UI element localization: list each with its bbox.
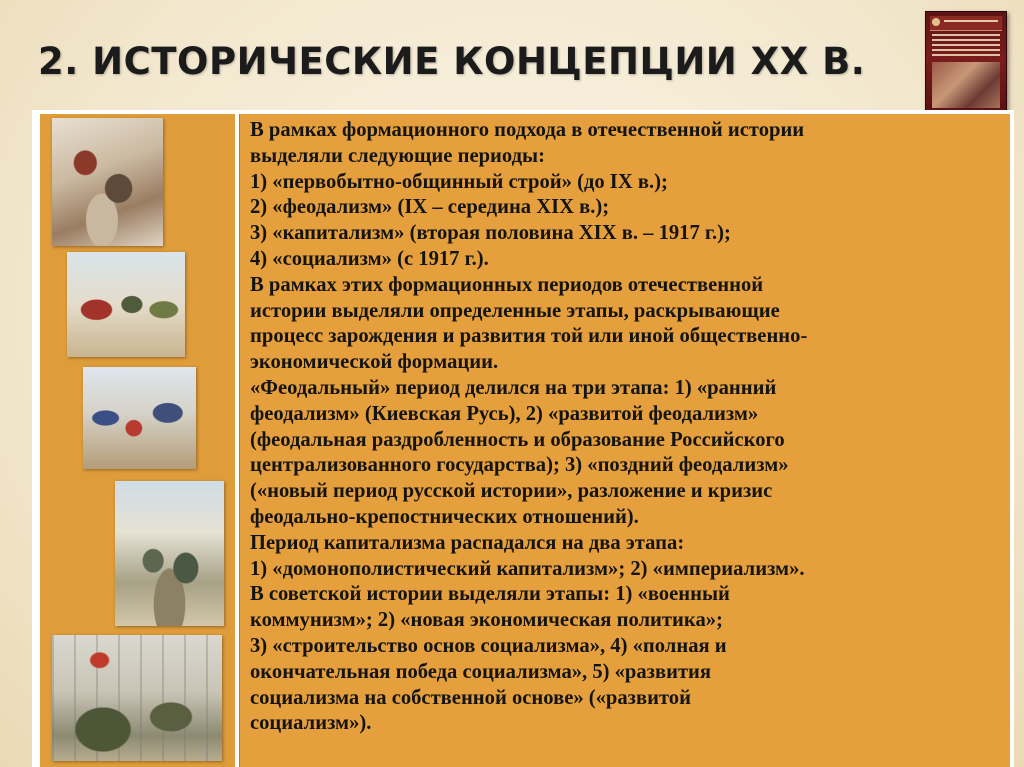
hammer-sickle-icon [932, 18, 940, 26]
book-header-lines [944, 20, 998, 22]
text-line: процесс зарождения и развития той или иной общественно- [250, 325, 808, 348]
text-line: социализма на собственной основе» («развитой [250, 686, 691, 709]
book-cover-image [925, 11, 1007, 116]
text-line: 4) «социализм» (с 1917 г.). [250, 247, 489, 270]
text-line: социализм»). [250, 712, 372, 735]
text-line: феодализм» (Киевская Русь), 2) «развитой феодализм» [250, 402, 759, 425]
text-content [250, 118, 1002, 737]
text-line: централизованного государства); 3) «поздний феодализм» [250, 454, 789, 477]
text-line: 2) «феодализм» (IX – середина XIX в.); [250, 196, 610, 219]
text-line: выделяли следующие периоды: [250, 144, 545, 167]
book-cover-photo [932, 62, 1000, 108]
text-line: В советской истории выделяли этапы: 1) «военный [250, 583, 730, 606]
text-box [239, 114, 1010, 767]
image-ww1-soldiers [115, 481, 224, 626]
text-line: Период капитализма распадался на два этапа: [250, 531, 685, 554]
text-line: 1) «первобытно-общинный строй» (до IX в.); [250, 170, 668, 193]
text-line: В рамках этих формационных периодов отечественной [250, 273, 764, 296]
slide-title: 2. ИСТОРИЧЕСКИЕ КОНЦЕПЦИИ XX В. [38, 40, 866, 83]
image-musketeers [83, 367, 196, 469]
text-line: экономической формации. [250, 351, 499, 374]
text-line: окончательная победа социализма», 5) «развития [250, 660, 712, 683]
book-header-band [930, 16, 1002, 31]
image-medieval-warriors [67, 252, 185, 357]
text-line: (феодальная раздробленность и образование Российского [250, 428, 785, 451]
text-line: («новый период русской истории», разложение и кризис [250, 480, 773, 503]
text-line: 3) «строительство основ социализма», 4) «полная и [250, 634, 727, 657]
text-line: истории выделяли определенные этапы, раскрывающие [250, 299, 780, 322]
book-title-lettering [932, 34, 1000, 56]
image-ancient-battle [52, 118, 163, 246]
image-armored-column [52, 635, 222, 761]
text-line: 3) «капитализм» (вторая половина XIX в. – 1917 г.); [250, 222, 731, 245]
text-line: феодально-крепостнических отношений). [250, 505, 639, 528]
text-line: «Феодальный» период делился на три этапа: 1) «ранний [250, 376, 777, 399]
text-line: коммунизм»; 2) «новая экономическая политика»; [250, 609, 723, 632]
text-line: 1) «домонополистический капитализм»; 2) «империализм». [250, 557, 805, 580]
text-line: В рамках формационного подхода в отечественной истории [250, 119, 805, 141]
